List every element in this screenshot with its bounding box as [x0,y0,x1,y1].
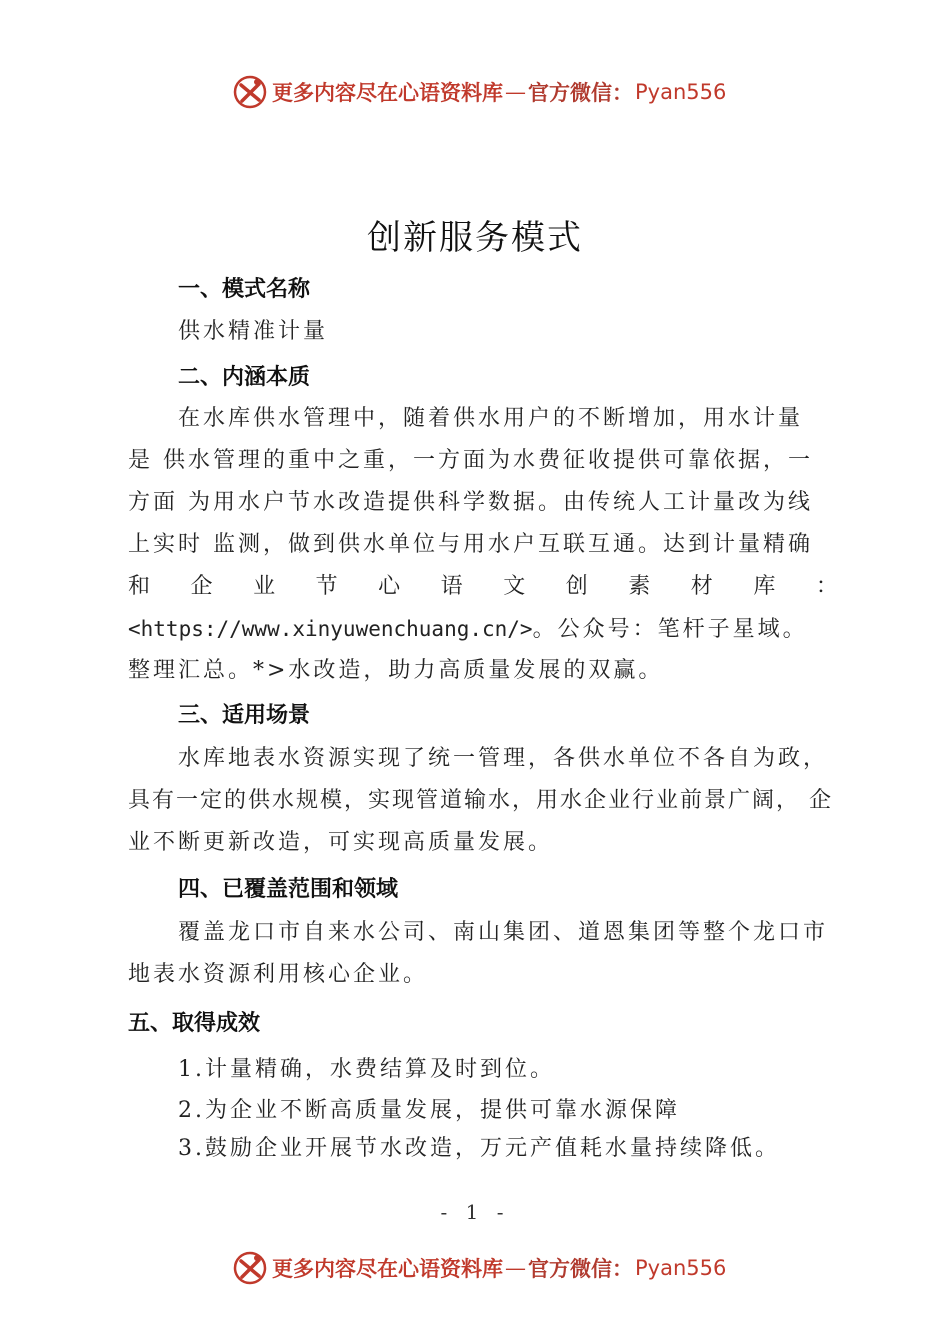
paragraph-line-justified [128,566,838,608]
x-seal-logo-icon [232,74,268,110]
justified-char: ： [815,574,838,599]
section-body-4 [128,912,838,996]
paragraph-line: 上实时 监测，做到供水单位与用水户互联互通。达到计量精确 [128,532,813,557]
banner-dash: — [505,80,526,104]
justified-char: 语 [440,574,463,599]
paragraph-text: 。公众号：笔杆子星域。 [532,617,808,642]
paragraph-line [128,608,838,650]
source-url-link[interactable]: <https://www.xinyuwenchuang.cn/> [128,617,533,641]
justified-char: 材 [690,574,713,599]
banner-main-text: 更多内容尽在心语资料库 [272,80,503,105]
section-heading-5: 五、取得成效 [128,1011,261,1036]
paragraph-line: 是 供水管理的重中之重，一方面为水费征收提供可靠依据，一 [128,448,813,473]
section-heading-2: 二、内涵本质 [178,365,311,390]
paragraph-line: 业不断更新改造，可实现高质量发展。 [128,830,554,855]
banner-dash: — [505,1256,526,1280]
section-heading-1: 一、模式名称 [178,277,311,302]
page-number: - 1 - [440,1200,510,1224]
banner-wechat-id: Pyan556 [635,1256,727,1280]
section-body-1: 供水精准计量 [178,319,329,344]
section-body-3 [128,738,838,864]
paragraph-line: 具有一定的供水规模，实现管道输水，用水企业行业前景广阔， 企 [128,788,833,813]
banner-main-text: 更多内容尽在心语资料库 [272,1256,503,1281]
paragraph-line: 方面 为用水户节水改造提供科学数据。由传统人工计量改为线 [128,490,813,515]
justified-char: 业 [253,574,276,599]
result-item-3: 3.鼓励企业开展节水改造，万元产值耗水量持续降低。 [178,1136,780,1161]
justified-char: 创 [565,574,588,599]
footer-watermark-banner [0,1248,950,1288]
header-watermark-banner [0,72,950,112]
paragraph-line: 覆盖龙口市自来水公司、南山集团、道恩集团等整个龙口市 [178,920,829,945]
justified-char: 心 [378,574,401,599]
result-item-1: 1.计量精确，水费结算及时到位。 [178,1057,555,1082]
paragraph-line: 水库地表水资源实现了统一管理，各供水单位不各自为政， [178,746,829,771]
justified-char: 节 [315,574,338,599]
section-heading-4: 四、已覆盖范围和领域 [178,877,399,902]
banner-official-label: 官方微信： [528,80,633,105]
banner-wechat-id: Pyan556 [635,80,727,104]
paragraph-line: 整理汇总。*>水改造，助力高质量发展的双赢。 [128,658,664,683]
justified-char: 企 [190,574,213,599]
justified-char: 库 [753,574,776,599]
result-item-2: 2.为企业不断高质量发展，提供可靠水源保障 [178,1098,680,1123]
justified-char: 文 [503,574,526,599]
paragraph-line: 在水库供水管理中，随着供水用户的不断增加，用水计量 [178,406,804,431]
justified-char: 和 [128,574,151,599]
page-title: 创新服务模式 [367,218,583,258]
paragraph-line: 地表水资源利用核心企业。 [128,962,429,987]
justified-char: 素 [628,574,651,599]
x-seal-logo-icon [232,1250,268,1286]
section-body-2 [128,398,838,692]
section-heading-3: 三、适用场景 [178,703,311,728]
banner-official-label: 官方微信： [528,1256,633,1281]
